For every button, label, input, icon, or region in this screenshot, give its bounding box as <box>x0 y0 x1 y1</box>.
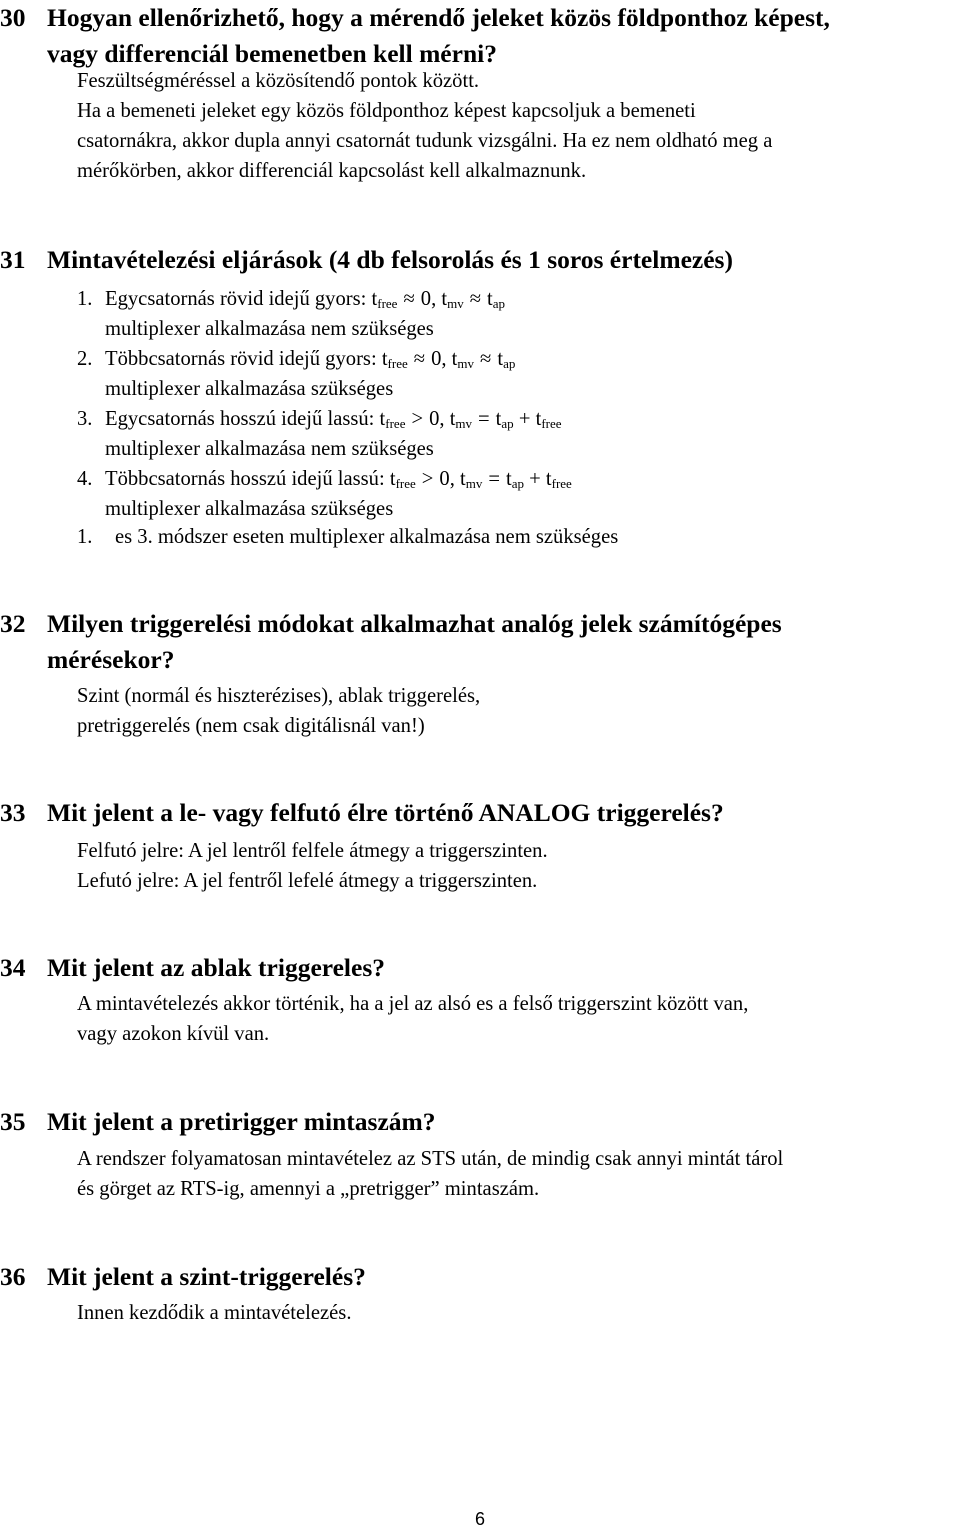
question-34-heading <box>0 950 950 986</box>
question-30-heading <box>0 0 950 72</box>
operator: = <box>478 408 490 430</box>
list-item-label: Többcsatornás hosszú idejű lassú: t <box>105 468 396 490</box>
question-title: Hogyan ellenőrizhető, hogy a mérendő jeleket közös földponthoz képest, vagy differenciál bemenetben kell mérni? <box>47 3 830 68</box>
question-number: 32 <box>0 609 26 638</box>
question-title: Mit jelent a szint-triggerelés? <box>47 1262 366 1291</box>
list-item-subline: multiplexer alkalmazása nem szükséges <box>105 318 434 340</box>
question-title: Mit jelent a le- vagy felfutó élre történő ANALOG triggerelés? <box>47 798 724 827</box>
list-item-number: 4. <box>77 468 93 490</box>
question-34-answer: A mintavételezés akkor történik, ha a jel az alsó es a felső triggerszint között van, vagy azokon kívül van. <box>77 993 749 1045</box>
value: t <box>487 288 493 310</box>
question-30-answer: Feszültségméréssel a közösítendő pontok között. Ha a bemeneti jeleket egy közös földponthoz képest kapcsoljuk a bemeneti csatornákra, akkor dupla annyi csatornát tudunk vizsgálni. Ha ez nem oldható meg a mérőkörben, akkor differenciál kapcsolást kell alkalmaznunk. <box>77 70 773 182</box>
value: + t <box>523 468 552 490</box>
question-title: Mintavételezési eljárások (4 db felsorolás és 1 soros értelmezés) <box>47 245 733 274</box>
question-35-heading <box>0 1104 950 1140</box>
list-item <box>77 404 957 464</box>
list-item <box>77 344 957 404</box>
value: + t <box>513 408 542 430</box>
list-item-number: 3. <box>77 408 93 430</box>
subscript: mv <box>447 296 464 311</box>
page-number: 6 <box>474 1509 485 1529</box>
question-number: 33 <box>0 798 26 827</box>
subscript: free <box>551 476 572 491</box>
subscript: free <box>541 416 562 431</box>
value: 0, t <box>429 408 456 430</box>
question-32-answer: Szint (normál és hiszterézises), ablak triggerelés, pretriggerelés (nem csak digitálisnál van!) <box>77 685 481 737</box>
question-33-answer: Felfutó jelre: A jel lentről felfele átmegy a triggerszinten. Lefutó jelre: A jel fentről lefelé átmegy a triggerszinten. <box>77 840 548 892</box>
question-number: 36 <box>0 1262 26 1291</box>
subscript: ap <box>492 296 506 311</box>
value: t <box>497 348 504 370</box>
subscript: mv <box>455 416 473 431</box>
subscript: ap <box>503 356 516 371</box>
question-31-heading <box>0 242 950 278</box>
subscript: free <box>377 296 398 311</box>
subscript: ap <box>501 416 514 431</box>
question-number: 30 <box>0 3 26 32</box>
operator: ≈ <box>469 288 482 310</box>
list-item-label: Egycsatornás rövid idejű gyors: t <box>105 288 378 310</box>
value: 0, t <box>439 468 466 490</box>
question-number: 35 <box>0 1107 26 1136</box>
list-item-subline: multiplexer alkalmazása szükséges <box>105 378 394 400</box>
list-item-number: 1. <box>77 288 93 310</box>
question-title: Milyen triggerelési módokat alkalmazhat analóg jelek számítógépes mérésekor? <box>47 609 782 674</box>
question-35-answer: A rendszer folyamatosan mintavételez az STS után, de mindig csak annyi mintát tárol és görget az RTS-ig, amennyi a „pretrigger” mintaszám. <box>77 1148 784 1200</box>
operator: = <box>488 468 500 490</box>
list-note-text: es 3. módszer eseten multiplexer alkalmazása nem szükséges <box>115 526 619 548</box>
list-item-subline: multiplexer alkalmazása nem szükséges <box>105 438 434 460</box>
question-title: Mit jelent a pretirigger mintaszám? <box>47 1107 436 1136</box>
question-36-answer: Innen kezdődik a mintavételezés. <box>77 1302 352 1324</box>
list-item-number: 1. <box>77 526 93 548</box>
subscript: free <box>395 476 416 491</box>
operator: ≈ <box>403 288 415 310</box>
list-item-label: Többcsatornás rövid idejű gyors: t <box>105 348 388 370</box>
list-item-label: Egycsatornás hosszú idejű lassú: t <box>105 408 386 430</box>
value: 0, t <box>431 348 458 370</box>
value: t <box>505 468 512 490</box>
list-item <box>77 464 957 524</box>
subscript: mv <box>465 476 483 491</box>
operator: ≈ <box>413 348 426 370</box>
value: 0, t <box>420 288 448 310</box>
list-item-subline: multiplexer alkalmazása szükséges <box>105 498 394 520</box>
operator: ≈ <box>480 348 492 370</box>
list-note <box>77 522 957 552</box>
question-32-heading <box>0 606 950 678</box>
question-number: 31 <box>0 245 26 274</box>
subscript: free <box>385 416 406 431</box>
list-item-number: 2. <box>77 348 93 370</box>
operator: > <box>421 468 434 490</box>
value: t <box>495 408 502 430</box>
question-33-heading <box>0 795 950 831</box>
subscript: mv <box>457 356 475 371</box>
operator: > <box>411 408 424 430</box>
subscript: free <box>387 356 408 371</box>
question-36-heading <box>0 1259 950 1295</box>
question-number: 34 <box>0 953 26 982</box>
subscript: ap <box>511 476 524 491</box>
question-title: Mit jelent az ablak triggereles? <box>47 953 386 982</box>
list-item <box>77 284 957 344</box>
